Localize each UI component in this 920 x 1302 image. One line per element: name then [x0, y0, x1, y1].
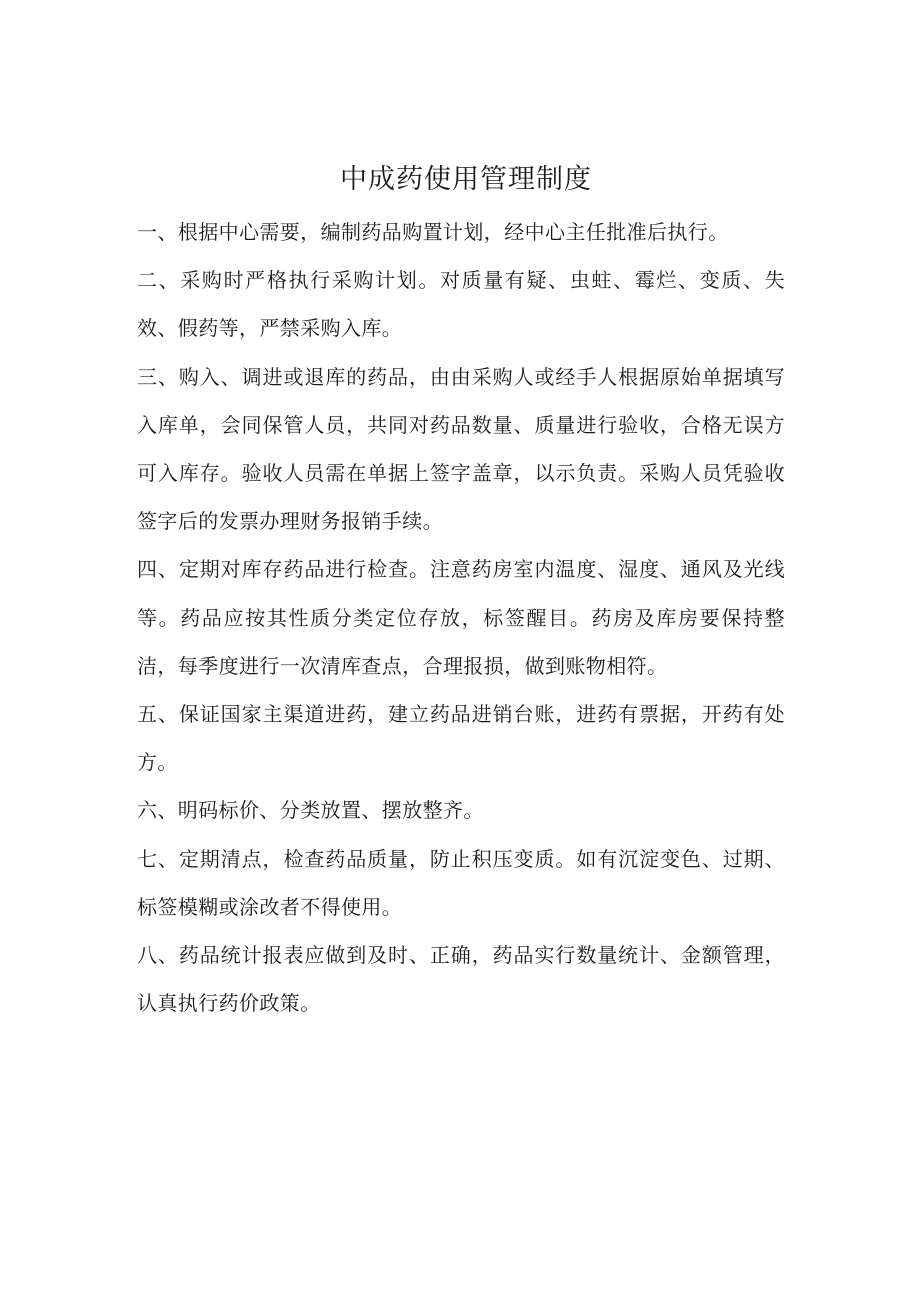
paragraph-2: 二、采购时严格执行采购计划。对质量有疑、虫蛀、霉烂、变质、失效、假药等，严禁采购入库。: [137, 268, 785, 341]
document-body: [137, 208, 785, 1027]
document-title: 中成药使用管理制度: [340, 164, 592, 195]
paragraph-7: 七、定期清点，检查药品质量，防止积压变质。如有沉淀变色、过期、标签模糊或涂改者不得使用。: [137, 846, 785, 919]
paragraph-3: 三、购入、调进或退库的药品，由由采购人或经手人根据原始单据填写入库单，会同保管人员，共同对药品数量、质量进行验收，合格无误方可入库存。验收人员需在单据上签字盖章，以示负责。采购人员凭验收签字后的发票办理财务报销手续。: [137, 364, 785, 534]
paragraph-4: 四、定期对库存药品进行检查。注意药房室内温度、湿度、通风及光线等。药品应按其性质分类定位存放，标签醒目。药房及库房要保持整洁，每季度进行一次清库查点，合理报损，做到账物相符。: [137, 557, 785, 678]
paragraph-5: 五、保证国家主渠道进药，建立药品进销台账，进药有票据，开药有处方。: [137, 702, 785, 775]
paragraph-6: 六、明码标价、分类放置、摆放整齐。: [137, 798, 484, 823]
paragraph-8: 八、药品统计报表应做到及时、正确，药品实行数量统计、金额管理，认真执行药价政策。: [137, 943, 785, 1016]
paragraph-1: 一、根据中心需要，编制药品购置计划，经中心主任批准后执行。: [137, 220, 729, 244]
